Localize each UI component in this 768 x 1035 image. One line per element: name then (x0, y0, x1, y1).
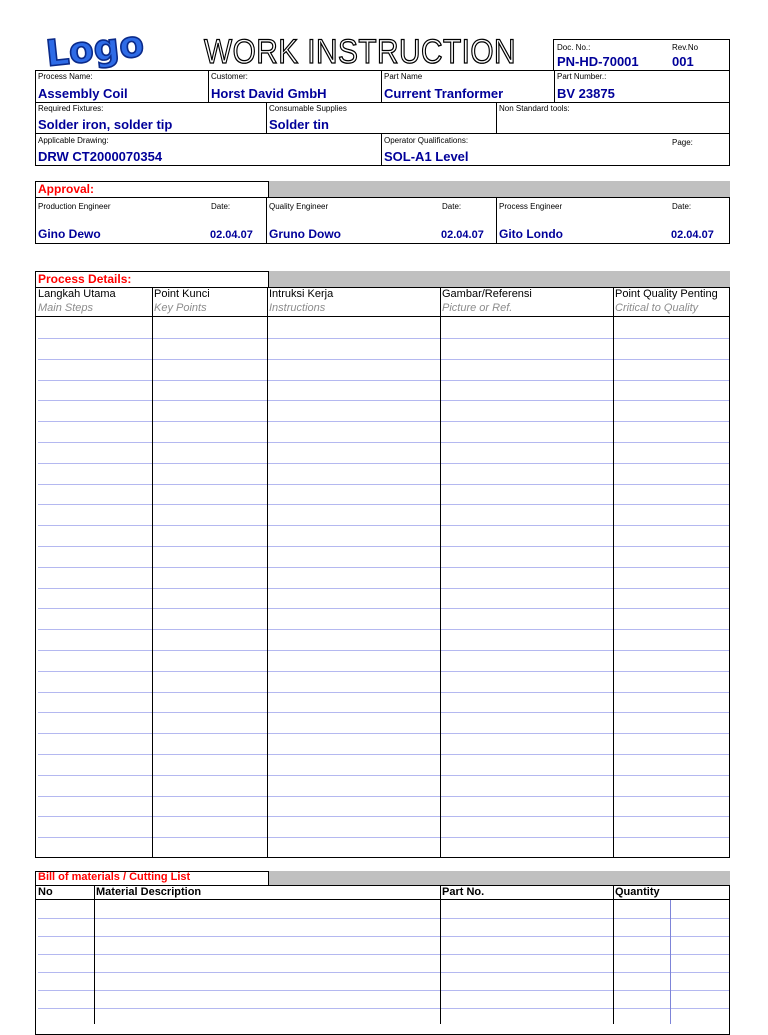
table-row-rule (38, 954, 729, 955)
signer-date-label: Date: (442, 202, 462, 211)
page-title (200, 30, 520, 70)
table-row-rule (38, 837, 729, 838)
table-row-rule (38, 442, 729, 443)
rev-label: Rev.No (672, 43, 699, 52)
table-row-rule (38, 775, 729, 776)
doc-no-value: PN-HD-70001 (557, 54, 639, 69)
customer-label: Customer: (211, 72, 248, 81)
signer-name: Gito Londo (499, 227, 563, 241)
signer-date: 02.04.07 (671, 229, 714, 241)
signer-name: Gino Dewo (38, 227, 101, 241)
table-row-rule (38, 421, 729, 422)
table-row-rule (38, 671, 729, 672)
logo-text: Logo (43, 23, 146, 76)
table-row-rule (38, 608, 729, 609)
process-table (35, 287, 730, 858)
operator-label: Operator Qualifications: (384, 136, 469, 145)
table-row-rule (38, 1008, 729, 1009)
operator-value: SOL-A1 Level (384, 149, 469, 164)
table-row-rule (38, 546, 729, 547)
process-column-subheader: Critical to Quality (615, 302, 699, 314)
page-title-text: WORK INSTRUCTION (204, 33, 516, 71)
table-row-rule (38, 338, 729, 339)
table-row-rule (38, 463, 729, 464)
table-row-rule (38, 380, 729, 381)
table-row-rule (38, 754, 729, 755)
table-row-rule (38, 484, 729, 485)
signer-name: Gruno Dowo (269, 227, 341, 241)
table-row-rule (38, 650, 729, 651)
table-row-rule (38, 816, 729, 817)
fixtures-value: Solder iron, solder tip (38, 117, 173, 132)
bom-column-header: Material Description (96, 886, 202, 898)
page-label: Page: (672, 138, 693, 147)
signer-role: Production Engineer (38, 202, 111, 211)
table-row-rule (38, 936, 729, 937)
approval-header-bar (268, 181, 730, 197)
table-row-rule (38, 972, 729, 973)
table-row-rule (38, 588, 729, 589)
process-column-header: Point Quality Penting (615, 288, 718, 300)
process-column-header: Langkah Utama (38, 288, 116, 300)
signer-date: 02.04.07 (210, 229, 253, 241)
approval-box (35, 197, 730, 244)
signer-role: Process Engineer (499, 202, 563, 211)
company-logo (43, 20, 146, 76)
signer-role: Quality Engineer (269, 202, 329, 211)
part-name-label: Part Name (384, 72, 423, 81)
process-name-value: Assembly Coil (38, 86, 128, 101)
fixtures-label: Required Fixtures: (38, 104, 104, 113)
process-name-label: Process Name: (38, 72, 93, 81)
bom-column-header: No (38, 886, 53, 898)
table-row-rule (38, 796, 729, 797)
table-row-rule (38, 400, 729, 401)
table-row-rule (38, 525, 729, 526)
drawing-value: DRW CT2000070354 (38, 149, 163, 164)
table-row-rule (38, 629, 729, 630)
table-row-rule (38, 359, 729, 360)
bom-header-bar (268, 871, 730, 885)
consumables-label: Consumable Supplies (269, 104, 347, 113)
process-header-bar (268, 271, 730, 287)
part-name-value: Current Tranformer (384, 86, 504, 101)
table-row-rule (38, 990, 729, 991)
process-column-subheader: Main Steps (38, 302, 94, 314)
table-row-rule (38, 918, 729, 919)
table-row-rule (38, 504, 729, 505)
process-title: Process Details: (38, 272, 132, 286)
table-row-rule (38, 567, 729, 568)
rev-value: 001 (672, 54, 694, 69)
process-column-header: Gambar/Referensi (442, 288, 532, 300)
part-number-value: BV 23875 (557, 86, 615, 101)
table-row-rule (38, 733, 729, 734)
signer-date-label: Date: (211, 202, 231, 211)
logo-graphic (43, 20, 146, 76)
bom-title: Bill of materials / Cutting List (38, 871, 191, 883)
part-number-label: Part Number.: (557, 72, 607, 81)
process-column-header: Point Kunci (154, 288, 210, 300)
table-row-rule (38, 692, 729, 693)
signer-date-label: Date: (672, 202, 692, 211)
customer-value: Horst David GmbH (211, 86, 327, 101)
bom-column-header: Part No. (442, 886, 485, 898)
approval-title: Approval: (38, 182, 95, 196)
consumables-value: Solder tin (269, 117, 329, 132)
process-column-subheader: Key Points (154, 302, 207, 314)
table-row-rule (38, 712, 729, 713)
bom-table (35, 885, 730, 1035)
bom-column-header: Quantity (615, 886, 660, 898)
process-column-subheader: Picture or Ref. (442, 302, 513, 314)
drawing-label: Applicable Drawing: (38, 136, 109, 145)
process-column-header: Intruksi Kerja (269, 288, 334, 300)
signer-date: 02.04.07 (441, 229, 484, 241)
doc-no-label: Doc. No.: (557, 43, 591, 52)
nonstd-tools-label: Non Standard tools: (499, 104, 570, 113)
process-column-subheader: Instructions (269, 302, 326, 314)
